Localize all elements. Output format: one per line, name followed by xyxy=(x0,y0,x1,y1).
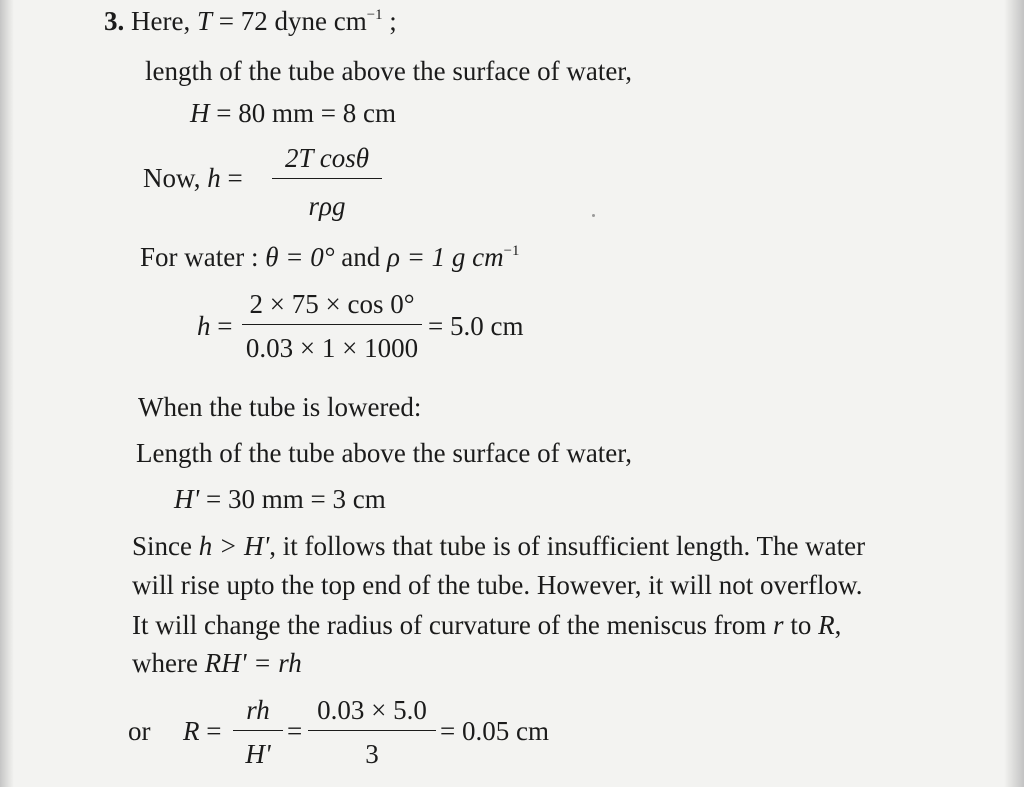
tension-unit-exponent: −1 xyxy=(366,6,383,23)
para-r-symbol: r xyxy=(773,610,784,640)
line-water-values xyxy=(140,244,519,271)
para-line1-rest: , it follows that tube is of insufficient length. The water xyxy=(269,531,866,561)
height-prime-value: = 30 mm = 3 cm xyxy=(199,484,386,514)
para-relation: RH' = rh xyxy=(204,648,302,678)
formula-now-label: Now, xyxy=(143,163,208,193)
water-rho-exponent: −1 xyxy=(503,242,520,259)
final-lhs-group xyxy=(183,718,221,745)
paragraph-line-2: will rise upto the top end of the tube. However, it will not overflow. xyxy=(132,570,863,600)
line-given-tension xyxy=(104,8,397,35)
capillary-formula-fraction xyxy=(272,145,382,220)
final-denominator-1: H' xyxy=(245,739,271,769)
water-and: and xyxy=(334,242,387,272)
line-tube-length-text: length of the tube above the surface of water, xyxy=(145,56,632,86)
calc-h-lead xyxy=(197,313,232,340)
height-symbol: H xyxy=(190,98,210,128)
height-prime-symbol: H' xyxy=(174,484,200,514)
tension-symbol: T xyxy=(196,6,212,36)
calc-h-eq: = xyxy=(210,311,233,341)
scan-speck xyxy=(592,214,595,217)
line-height-H xyxy=(190,100,396,127)
calc-h-result: = 5.0 cm xyxy=(428,311,524,341)
formula-denominator: rρg xyxy=(308,191,346,221)
final-eq1: = xyxy=(199,716,222,746)
final-lhs: R xyxy=(183,716,200,746)
para-inequality: h > H' xyxy=(198,531,270,561)
calc-h-fraction-bar xyxy=(242,324,422,325)
para-to: to xyxy=(783,610,819,640)
final-numerator-2: 0.03 × 5.0 xyxy=(317,695,427,725)
calc-h-numerator: 2 × 75 × cos 0° xyxy=(249,289,415,319)
final-numerator-1: rh xyxy=(246,695,270,725)
calc-h-fraction xyxy=(242,291,422,362)
line-tube-lowered: When the tube is lowered: xyxy=(138,392,422,422)
final-result: = 0.05 cm xyxy=(440,716,549,746)
paragraph-line-1 xyxy=(132,533,865,560)
formula-lhs: h xyxy=(207,163,221,193)
final-denominator-2: 3 xyxy=(365,739,379,769)
final-fraction-1 xyxy=(233,697,283,768)
final-or: or xyxy=(128,716,151,746)
given-prefix: Here, xyxy=(131,6,197,36)
formula-numerator: 2T cosθ xyxy=(284,143,370,173)
water-theta: θ = 0° xyxy=(265,242,335,272)
line-length-above-water: Length of the tube above the surface of water, xyxy=(136,438,632,468)
paragraph-line-3 xyxy=(132,612,841,639)
para-since: Since xyxy=(132,531,199,561)
formula-eq: = xyxy=(220,163,243,193)
tension-tail: ; xyxy=(382,6,397,36)
formula-fraction-bar xyxy=(272,178,382,179)
tension-value: = 72 dyne cm xyxy=(212,6,367,36)
calc-h-denominator: 0.03 × 1 × 1000 xyxy=(245,333,419,363)
calc-h-lhs: h xyxy=(197,311,211,341)
para-R-symbol: R xyxy=(818,610,835,640)
final-eq2: = xyxy=(287,716,303,746)
height-value: = 80 mm = 8 cm xyxy=(209,98,396,128)
problem-number: 3. xyxy=(104,6,125,36)
para-where: where xyxy=(132,648,205,678)
para-line3-text: It will change the radius of curvature of the meniscus from xyxy=(132,610,774,640)
line-height-H-prime xyxy=(174,486,386,513)
final-fraction-2 xyxy=(308,697,436,768)
para-comma: , xyxy=(834,610,842,640)
water-rho: ρ = 1 g cm xyxy=(386,242,504,272)
final-fraction-bar-1 xyxy=(233,730,283,731)
water-lead: For water : xyxy=(140,242,266,272)
final-fraction-bar-2 xyxy=(308,730,436,731)
paragraph-line-4 xyxy=(132,650,302,677)
formula-lead xyxy=(143,165,243,192)
